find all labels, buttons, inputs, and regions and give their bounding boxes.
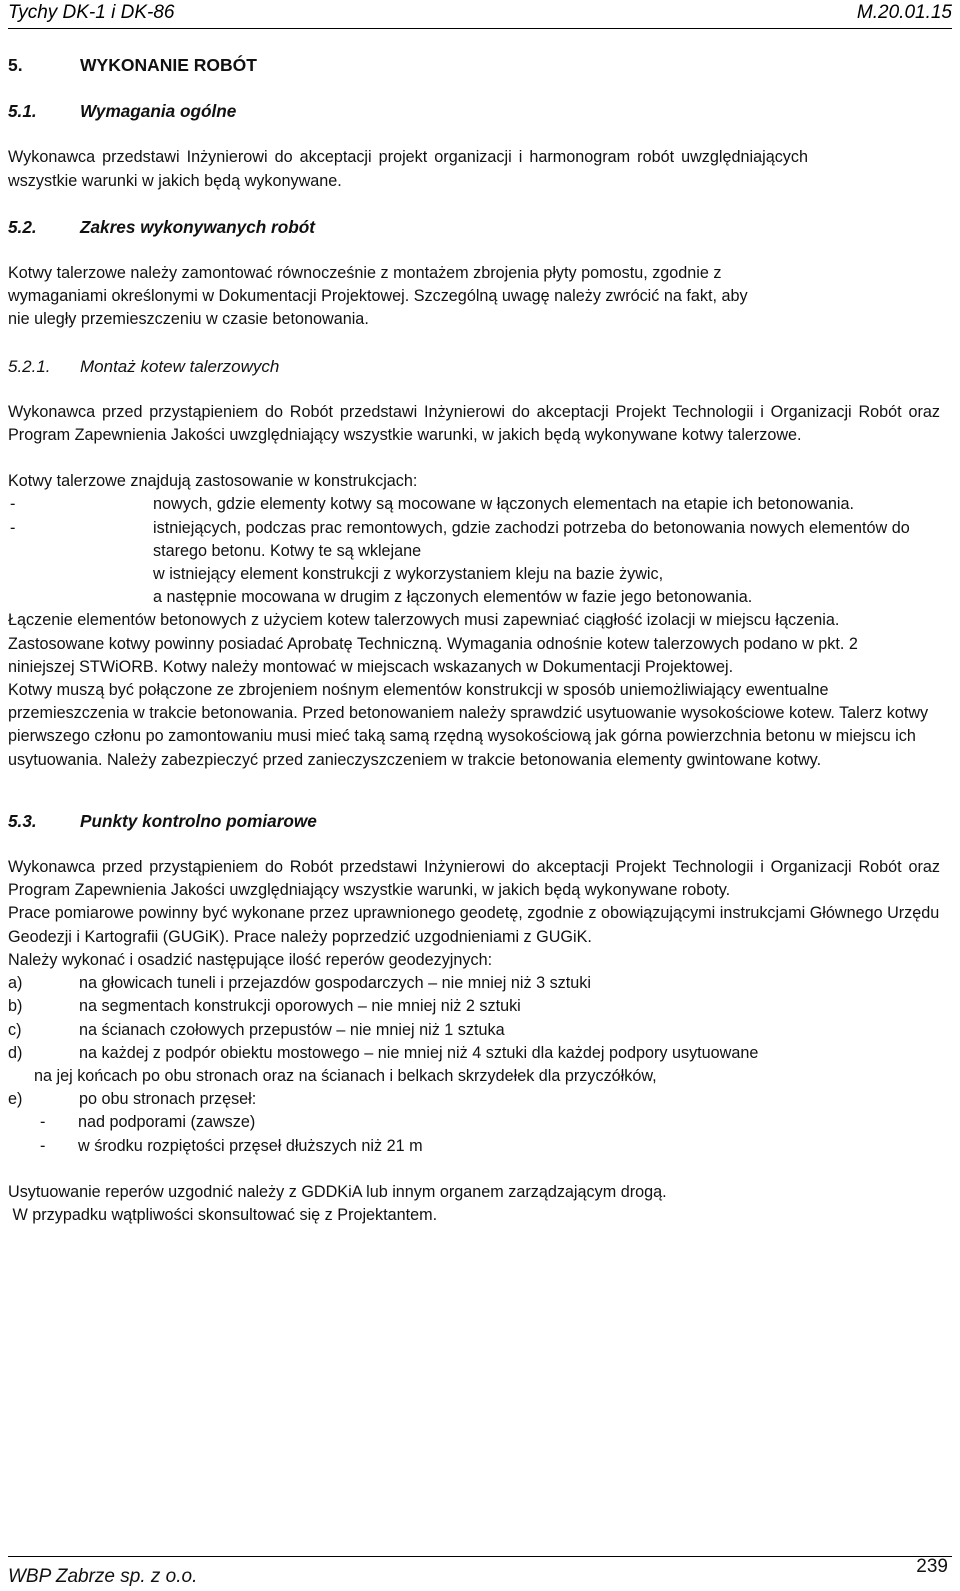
header-rule — [8, 28, 952, 29]
list-item — [8, 1088, 940, 1111]
list-item — [8, 972, 940, 995]
section-5-1-heading — [8, 100, 940, 123]
list-marker: c) — [8, 1020, 22, 1039]
list-marker: - — [40, 1136, 46, 1155]
list-marker: d) — [8, 1043, 23, 1062]
page-header — [8, 0, 952, 30]
list-marker: - — [10, 495, 16, 514]
section-title: WYKONANIE ROBÓT — [80, 55, 257, 75]
sub-list-item — [8, 1135, 940, 1158]
paragraph: Kotwy talerzowe należy zamontować równocześnie z montażem zbrojenia płyty pomostu, zgodnie z wymaganiami określonymi w Dokumentacji Projektowej. Szczególną uwagę należy zwrócić na fakt, aby nie uległy przemieszczeniu w czasie betonowania. — [8, 264, 748, 329]
list-item-text: na każdej z podpór obiektu mostowego – nie mniej niż 4 sztuki dla każdej podpory usytuowane — [79, 1043, 759, 1062]
paragraph: W przypadku wątpliwości skonsultować się z Projektantem. — [8, 1205, 438, 1224]
list-item-text: na segmentach konstrukcji oporowych – nie mniej niż 2 sztuki — [79, 997, 521, 1016]
list-marker: e) — [8, 1090, 23, 1109]
header-spec-code: M.20.01.15 — [856, 2, 952, 23]
section-number: 5. — [8, 55, 23, 75]
section-5-3-heading — [8, 810, 940, 833]
section-number: 5.1. — [8, 101, 37, 122]
section-title: Punkty kontrolno pomiarowe — [80, 810, 317, 831]
section-title: Wymagania ogólne — [80, 101, 237, 122]
section-5-2-1-heading — [8, 355, 940, 378]
paragraph: Wykonawca przed przystąpieniem do Robót przedstawi Inżynierowi do akceptacji Projekt Technologii i Organizacji Robót oraz Program Zapewnienia Jakości uwzględniający wszystkie warunki, w jakich będą wykonywane kotwy talerzowe. — [8, 402, 940, 445]
list-item-text: nad podporami (zawsze) — [78, 1113, 256, 1132]
list-marker: b) — [8, 997, 23, 1016]
section-number: 5.2.1. — [8, 356, 51, 376]
footer-company: WBP Zabrze sp. z o.o. — [8, 1566, 198, 1587]
list-item — [8, 1019, 940, 1042]
list-item-text: na ścianach czołowych przepustów – nie mniej niż 1 sztuka — [79, 1020, 505, 1039]
list-item-text: nowych, gdzie elementy kotwy są mocowane w łączonych elementach na etapie ich betonowania. — [153, 495, 854, 514]
section-number: 5.2. — [8, 216, 37, 237]
document-body — [8, 48, 940, 1227]
paragraph: Wykonawca przed przystąpieniem do Robót przedstawi Inżynierowi do akceptacji Projekt Technologii i Organizacji Robót oraz Program Zapewnienia Jakości uwzględniający wszystkie warunki, w jakich będą wykonywane roboty. — [8, 858, 940, 900]
list-marker: - — [40, 1113, 46, 1132]
list-marker: a) — [8, 974, 23, 993]
paragraph: Usytuowanie reperów uzgodnić należy z GDDKiA lub innym organem zarządzającym drogą. — [8, 1182, 667, 1201]
section-title: Zakres wykonywanych robót — [80, 216, 315, 237]
section-5-2-heading — [8, 216, 940, 239]
list-marker: - — [10, 518, 16, 537]
sub-list-item — [8, 1111, 940, 1134]
paragraph: Łączenie elementów betonowych z użyciem kotew talerzowych musi zapewniać ciągłość izolacji w miejscu łączenia. Zastosowane kotwy powinny posiadać Aprobatę Techniczną. Wymagania odnośnie kotew talerzowych podano w pkt. 2 niniejszej STWiORB. Kotwy należy montować w miejscach wskazanych w Dokumentacji Projektowej. — [8, 611, 858, 676]
list-item-text: w środku rozpiętości przęseł dłuższych niż 21 m — [78, 1136, 423, 1155]
section-5-heading — [8, 54, 940, 77]
list-item — [8, 517, 940, 563]
list-item — [8, 1042, 940, 1065]
header-document-title: Tychy DK-1 i DK-86 — [8, 2, 175, 23]
list-item-continuation: a następnie mocowana w drugim z łączonych elementów w fazie jego betonowania. — [153, 588, 753, 607]
paragraph: Należy wykonać i osadzić następujące ilość reperów geodezyjnych: — [8, 950, 493, 969]
list-item-text: istniejących, podczas prac remontowych, gdzie zachodzi potrzeba do betonowania nowych elementów do starego betonu. Kotwy te są wklejane — [153, 518, 910, 560]
list-item-text: na głowicach tuneli i przejazdów gospodarczych – nie mniej niż 3 sztuki — [79, 974, 591, 993]
footer-rule — [8, 1556, 952, 1557]
list-item — [8, 493, 940, 516]
list-item-text: po obu stronach przęseł: — [79, 1090, 257, 1109]
list-item — [8, 995, 940, 1018]
paragraph: Prace pomiarowe powinny być wykonane przez uprawnionego geodetę, zgodnie z obowiązującymi instrukcjami Głównego Urzędu Geodezji i Kartografii (GUGiK). Prace należy poprzedzić uzgodnieniami z GUGiK. — [8, 904, 940, 946]
paragraph: Kotwy muszą być połączone ze zbrojeniem nośnym elementów konstrukcji w sposób uniemożliwiający ewentualne przemieszczenia w trakcie betonowania. Przed betonowaniem należy sprawdzić usytuowanie wysokościowe kotew. Talerz kotwy pierwszego członu po zamontowaniu musi mieć taką samą rzędną wysokościową jak górna powierzchnia betonu w miejscu ich usytuowania. Należy zabezpieczyć przed zanieczyszczeniem w trakcie betonowania elementy gwintowane kotwy. — [8, 681, 929, 769]
section-title: Montaż kotew talerzowych — [80, 356, 280, 376]
page-footer — [8, 1556, 952, 1591]
list-item-continuation: na jej końcach po obu stronach oraz na ścianach i belkach skrzydełek dla przyczółków, — [34, 1066, 657, 1085]
paragraph: Wykonawca przedstawi Inżynierowi do akceptacji projekt organizacji i harmonogram robót uwzględniających wszystkie warunki w jakich będą wykonywane. — [8, 148, 808, 190]
paragraph: Kotwy talerzowe znajdują zastosowanie w konstrukcjach: — [8, 472, 418, 491]
list-item-continuation: w istniejący element konstrukcji z wykorzystaniem kleju na bazie żywic, — [153, 565, 664, 584]
page-number: 239 — [916, 1556, 948, 1577]
section-number: 5.3. — [8, 810, 37, 831]
